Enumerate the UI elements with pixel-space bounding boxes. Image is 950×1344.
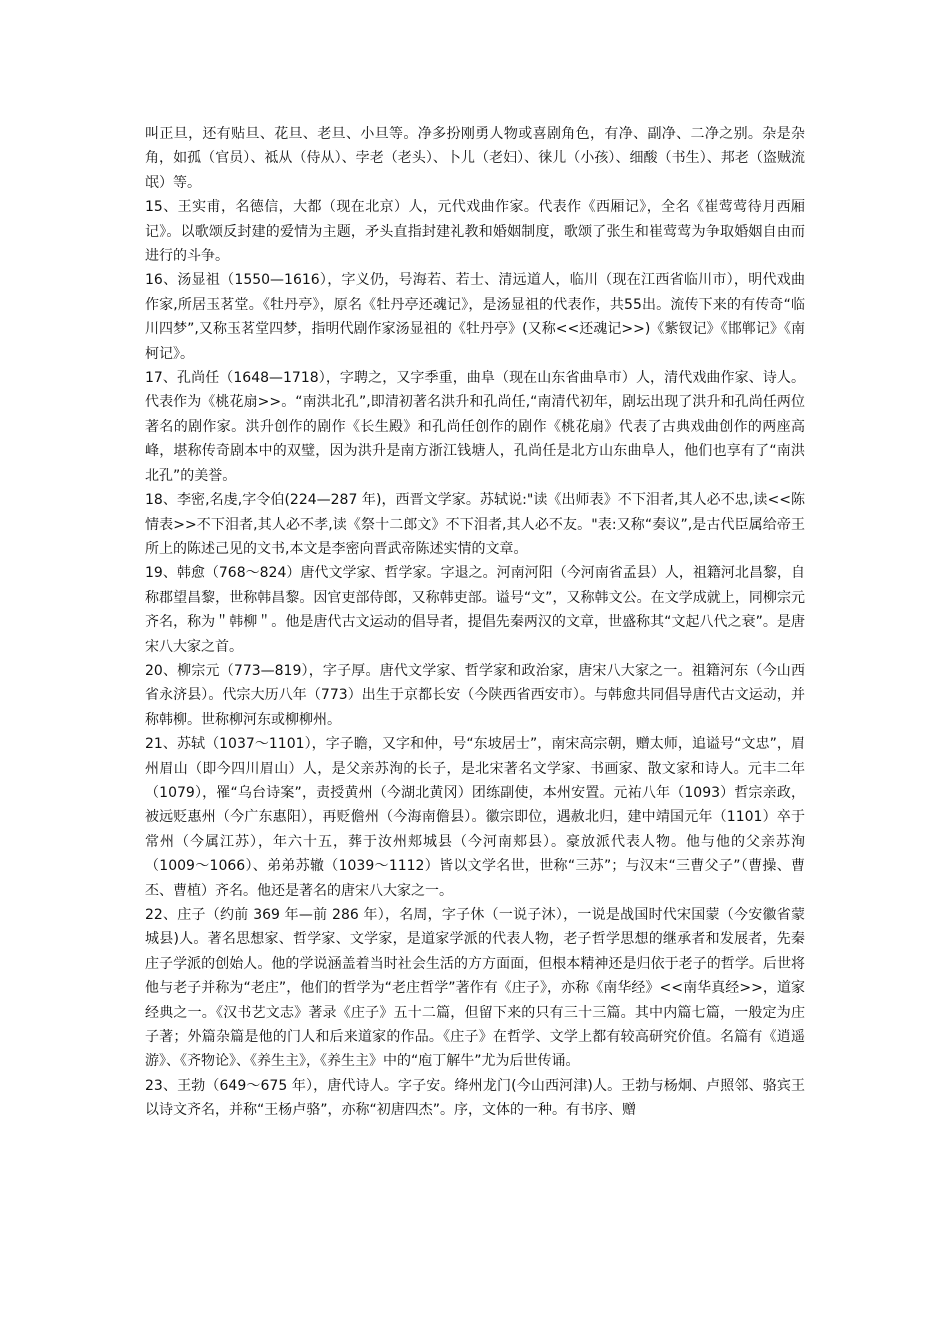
paragraph-19-han-yu: 19、韩愈（768～824）唐代文学家、哲学家。字退之。河南河阳（今河南省孟县）人，祖籍河北昌黎，自称郡望昌黎，世称韩昌黎。因官吏部侍郎，又称韩吏部。谥号“文”，又称韩文公。在文学成就上，同柳宗元齐名，称为＂韩柳＂。他是唐代古文运动的倡导者，提倡先秦两汉的文章，世盛称其“文起八代之衰”。是唐宋八大家之首。 bbox=[145, 565, 805, 655]
paragraph-15-wang-shifu: 15、王实甫，名德信，大都（现在北京）人，元代戏曲作家。代表作《西厢记》，全名《崔莺莺待月西厢记》。以歌颂反封建的爱情为主题，矛头直指封建礼教和婚姻制度，歌颂了张生和崔莺莺为争取婚姻自由而进行的斗争。 bbox=[145, 199, 805, 265]
paragraph-22-zhuangzi: 22、庄子（约前 369 年—前 286 年），名周，字子休（一说子沐），一说是战国时代宋国蒙（今安徽省蒙城县)人。著名思想家、哲学家、文学家，是道家学派的代表人物，老子哲学思想的继承者和发展者，先秦庄子学派的创始人。他的学说涵盖着当时社会生活的方方面面，但根本精神还是归依于老子的哲学。后世将他与老子并称为“老庄”，他们的哲学为“老庄哲学”著作有《庄子》，亦称《南华经》<<南华真经>>，道家经典之一。《汉书艺文志》著录《庄子》五十二篇，但留下来的只有三十三篇。其中内篇七篇，一般定为庄子著；外篇杂篇是他的门人和后来道家的作品。《庄子》在哲学、文学上都有较高研究价值。名篇有《逍遥游》、《齐物论》、《养生主》，《养生主》中的“庖丁解牛”尤为后世传诵。 bbox=[145, 907, 805, 1070]
paragraph-16-tang-xianzu: 16、汤显祖（1550—1616），字义仍，号海若、若士、清远道人，临川（现在江西省临川市），明代戏曲作家,所居玉茗堂。《牡丹亭》，原名《牡丹亭还魂记》，是汤显祖的代表作，共55出。流传下来的有传奇“临川四梦”,又称玉茗堂四梦，指明代剧作家汤显祖的《牡丹亭》(又称<<还魂记>>)《紫钗记》《邯郸记》《南柯记》。 bbox=[145, 272, 805, 362]
paragraph-20-liu-zongyuan: 20、柳宗元（773—819），字子厚。唐代文学家、哲学家和政治家，唐宋八大家之一。祖籍河东（今山西省永济县）。代宗大历八年（773）出生于京都长安（今陕西省西安市）。与韩愈共同倡导唐代古文运动，并称韩柳。世称柳河东或柳柳州。 bbox=[145, 662, 805, 728]
paragraph-roles: 叫正旦，还有贴旦、花旦、老旦、小旦等。净多扮刚勇人物或喜剧角色，有净、副净、二净之别。杂是杂角，如孤（官员）、祗从（侍从）、孛老（老头）、卜儿（老妇）、徕儿（小孩）、细酸（书生）、邦老（盗贼流氓）等。 bbox=[145, 126, 805, 191]
paragraph-23-wang-bo: 23、王勃（649～675 年），唐代诗人。字子安。绛州龙门(今山西河津)人。王勃与杨炯、卢照邻、骆宾王以诗文齐名，并称“王杨卢骆”，亦称“初唐四杰”。序，文体的一种。有书序、赠 bbox=[145, 1077, 805, 1119]
paragraph-17-kong-shangren: 17、孔尚任（1648—1718），字聘之，又字季重，曲阜（现在山东省曲阜市）人，清代戏曲作家、诗人。代表作为《桃花扇>>。“南洪北孔”,即清初著名洪升和孔尚任,“南清代初年，剧坛出现了洪升和孔尚任两位著名的剧作家。洪升创作的剧作《长生殿》和孔尚任创作的剧作《桃花扇》代表了古典戏曲创作的两座高峰，堪称传奇剧本中的双璧，因为洪升是南方浙江钱塘人，孔尚任是北方山东曲阜人，他们也享有了“南洪北孔”的美誉。 bbox=[145, 370, 805, 484]
paragraph-21-su-shi: 21、苏轼（1037～1101），字子瞻，又字和仲，号“东坡居士”，南宋高宗朝，赠太师，追谥号“文忠”，眉州眉山（即今四川眉山）人，是父亲苏洵的长子，是北宋著名文学家、书画家、散文家和诗人。元丰二年（1079），罹“乌台诗案”，责授黄州（今湖北黄冈）团练副使，本州安置。元祐八年（1093）哲宗亲政，被远贬惠州（今广东惠阳），再贬儋州（今海南儋县）。徽宗即位，遇赦北归，建中靖国元年（1101）卒于常州（今属江苏），年六十五，葬于汝州郏城县（今河南郏县）。豪放派代表人物。他与他的父亲苏洵（1009～1066）、弟弟苏辙（1039～1112）皆以文学名世，世称“三苏”；与汉末“三曹父子”（曹操、曹丕、曹植）齐名。他还是著名的唐宋八大家之一。 bbox=[145, 736, 805, 899]
document-page bbox=[145, 122, 805, 1123]
paragraph-18-li-mi: 18、李密,名虔,字令伯(224—287 年)，西晋文学家。苏轼说:"读《出师表》不下泪者,其人必不忠,读<<陈情表>>不下泪者,其人必不孝,读《祭十二郎文》不下泪者,其人必不友。"表:又称“奏议”,是古代臣属给帝王所上的陈述己见的文书,本文是李密向晋武帝陈述实情的文章。 bbox=[145, 492, 805, 557]
